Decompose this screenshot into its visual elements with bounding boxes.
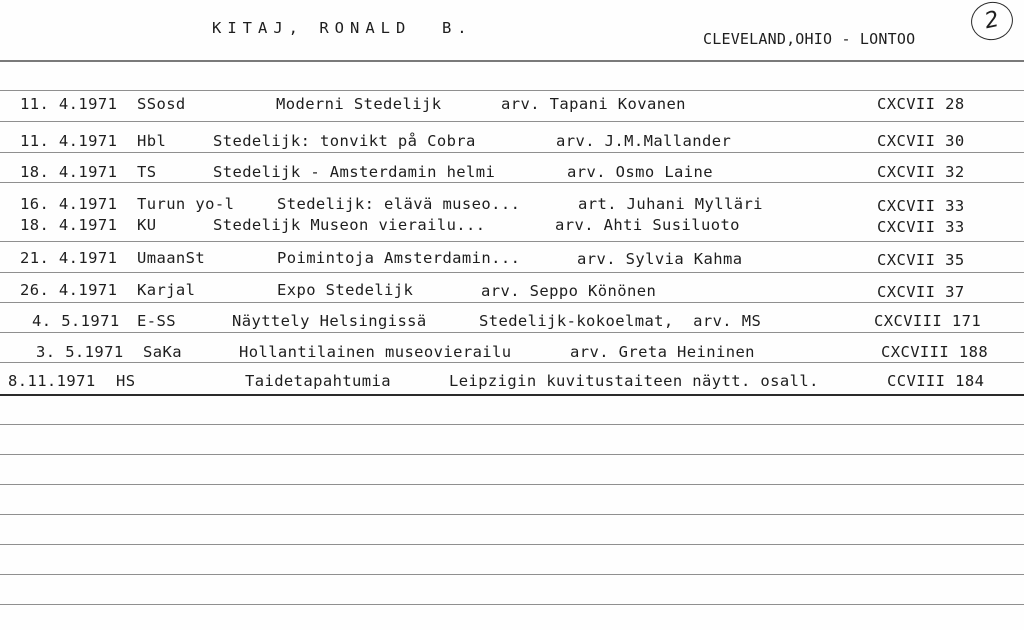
entry-source: Hbl [137,132,167,150]
entry-source: Karjal [137,281,196,299]
ruled-line [0,272,1024,273]
entry-title: Taidetapahtumia [245,372,391,390]
ruled-line [0,332,1024,333]
entry-title: Stedelijk: tonvikt på Cobra [213,132,476,150]
entry-title: Poimintoja Amsterdamin... [277,249,521,267]
entry-author: art. Juhani Mylläri [578,195,763,213]
ruled-line [0,424,1024,425]
entry-title: Stedelijk: elävä museo... [277,195,521,213]
ruled-line [0,574,1024,575]
entry-title: Moderni Stedelijk [276,95,442,113]
entry-date: 21. 4.1971 [20,249,118,267]
entry-title: Stedelijk Museon vierailu... [213,216,486,234]
entry-author: arv. J.M.Mallander [556,132,732,150]
entry-source: SaKa [143,343,182,361]
ruled-line [0,121,1024,122]
entry-date: 4. 5.1971 [32,312,120,330]
ruled-line [0,484,1024,485]
entry-source: UmaanSt [137,249,206,267]
entry-author: arv. Seppo Könönen [481,282,657,300]
entry-ref: CXCVII 33 [877,197,965,215]
ruled-line [0,514,1024,515]
entry-date: 11. 4.1971 [20,95,118,113]
entry-ref: CXCVII 28 [877,95,965,113]
ruled-line [0,362,1024,363]
entry-ref: CXCVIII 171 [874,312,982,330]
entry-ref: CXCVII 37 [877,283,965,301]
entry-source: SSosd [137,95,186,113]
entry-ref: CXCVII 33 [877,218,965,236]
entry-ref: CXCVII 30 [877,132,965,150]
entry-source: TS [137,163,157,181]
entry-title: Expo Stedelijk [277,281,414,299]
entry-author: Leipzigin kuvitustaiteen näytt. osall. [449,372,819,390]
entry-author: arv. Ahti Susiluoto [555,216,740,234]
entry-date: 26. 4.1971 [20,281,118,299]
entry-ref: CXCVII 35 [877,251,965,269]
header-rule [0,60,1024,62]
entry-author: arv. Osmo Laine [567,163,713,181]
artist-location: CLEVELAND,OHIO - LONTOO [703,30,916,48]
ruled-line [0,182,1024,183]
entry-date: 8.11.1971 [8,372,96,390]
ruled-line [0,302,1024,303]
entry-title: Stedelijk - Amsterdamin helmi [213,163,496,181]
ruled-line [0,454,1024,455]
entry-ref: CCVIII 184 [887,372,985,390]
entry-date: 18. 4.1971 [20,216,118,234]
card-number-circle: 2 [968,0,1017,44]
entry-date: 16. 4.1971 [20,195,118,213]
entry-source: HS [116,372,136,390]
entry-author: Stedelijk-kokoelmat, arv. MS [479,312,762,330]
ruled-line [0,152,1024,153]
entry-title: Hollantilainen museovierailu [239,343,512,361]
entry-date: 11. 4.1971 [20,132,118,150]
entry-author: arv. Greta Heininen [570,343,755,361]
ruled-line [0,241,1024,242]
artist-name: KITAJ, RONALD B. [212,19,473,37]
entry-title: Näyttely Helsingissä [232,312,427,330]
entry-ref: CXCVII 32 [877,163,965,181]
ruled-line [0,90,1024,91]
entry-source: Turun yo-l [137,195,235,213]
entry-ref: CXCVIII 188 [881,343,989,361]
ruled-line [0,394,1024,396]
ruled-line [0,604,1024,605]
entry-date: 3. 5.1971 [36,343,124,361]
entry-date: 18. 4.1971 [20,163,118,181]
entry-author: arv. Sylvia Kahma [577,250,743,268]
entry-source: E-SS [137,312,176,330]
entry-source: KU [137,216,157,234]
entry-author: arv. Tapani Kovanen [501,95,686,113]
ruled-line [0,544,1024,545]
